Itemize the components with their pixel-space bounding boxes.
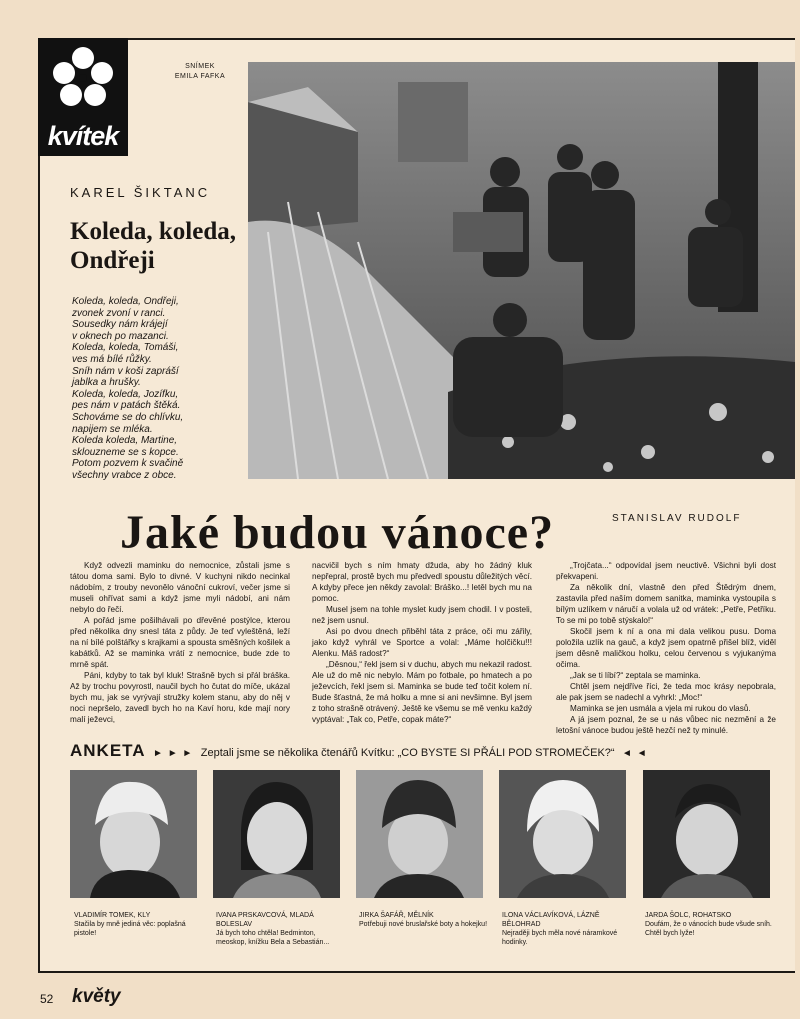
- portrait-photo: [499, 770, 626, 898]
- story1-author: KAREL ŠIKTANC: [70, 185, 211, 200]
- story2-column-1: [70, 560, 290, 725]
- anketa-response: [645, 911, 775, 938]
- paragraph: Maminka se jen usmála a vjela mi rukou do vlasů.: [570, 704, 751, 713]
- poem-line: v oknech po mazanci.: [72, 330, 169, 342]
- story2-column-3: [556, 560, 776, 736]
- kvitek-logo: [38, 38, 128, 156]
- poem: [72, 296, 248, 482]
- poem-line: všechny vrabce z obce.: [72, 469, 177, 481]
- anketa-response: [502, 911, 632, 947]
- story2-column-2: [312, 560, 532, 725]
- poem-line: sklouzneme se s kopce.: [72, 446, 179, 458]
- portrait-photo: [70, 770, 197, 898]
- anketa-header: [70, 741, 795, 761]
- arrows-left-icon: ◄ ◄: [622, 748, 648, 759]
- poem-line: Sníh nám v koši zapráší: [72, 365, 179, 377]
- paragraph: Musel jsem na tohle myslet kudy jsem chodil. I v posteli, než jsem usnul.: [312, 605, 532, 625]
- portrait-photo: [643, 770, 770, 898]
- flower-icon: [49, 42, 117, 120]
- respondent-answer: Stačila by mně jediná věc: poplašná pistole!: [74, 921, 186, 937]
- anketa-response: [74, 911, 204, 938]
- respondent-name: VLADIMÍR TOMEK, KLY: [74, 912, 151, 919]
- poem-line: Potom pozvem k svačině: [72, 458, 184, 470]
- logo-wordmark: kvítek: [47, 121, 119, 151]
- story2-author: STANISLAV RUDOLF: [612, 513, 742, 524]
- paragraph: „Jak se ti líbí?“ zeptala se maminka.: [570, 671, 701, 680]
- anketa-response: [359, 911, 489, 929]
- photo-credit: SNÍMEK EMILA FAFKA: [174, 63, 226, 80]
- poem-line: napijem se mléka.: [72, 423, 153, 435]
- poem-line: Schováme se do chlívku,: [72, 411, 184, 423]
- paragraph: A já jsem poznal, že se u nás vůbec nic nezmění a že letošní vánoce budou ještě hezčí než ty minulé.: [556, 715, 776, 735]
- respondent-name: IVANA PRSKAVCOVÁ, MLADÁ BOLESLAV: [216, 912, 314, 928]
- arrows-right-icon: ► ► ►: [153, 748, 194, 759]
- story1-title: Koleda, koleda, Ondřeji: [70, 218, 236, 274]
- portrait-photo: [356, 770, 483, 898]
- poem-line: Koleda, koleda, Ondřeji,: [72, 296, 179, 307]
- paragraph: Za několik dní, vlastně den před Štědrým dnem, zastavila před naším domem sanitka, maminka vystoupila s bílým uzlíkem v náručí a volala už od vrátek: „Petře, Petříku. To se mi po tobě stýskalo!“: [556, 583, 776, 625]
- paragraph: Skočil jsem k ní a ona mi dala velikou pusu. Doma položila uzlík na gauč, a když jsem opatrně přišel blíž, viděl jsem děsně maličkou holku, celou červenou s vyjukanýma očima.: [556, 627, 776, 669]
- respondent-answer: Nejraději bych měla nové náramkové hodinky.: [502, 930, 618, 946]
- magazine-name: květy: [72, 986, 121, 1007]
- paragraph: „Děsnou,“ řekl jsem si v duchu, abych mu nekazil radost. Ale už do mě nic nebylo. Mám po fotbale, po hmatech a po ježevcích, řekl jsem si. Maminka se bude teď točit kolem ní. Bude šťastná, že má holku a mne si ani nevšimne. Byl jsem z toho strašně otrávený. Ještě ke všemu se mě venku každý vyptával: „Tak co, Petře, copak máte?“: [312, 660, 532, 724]
- poem-line: Koleda, koleda, Tomáši,: [72, 342, 179, 354]
- respondent-name: JIRKA ŠAFÁŘ, MĚLNÍK: [359, 912, 434, 919]
- paragraph: Když odvezli maminku do nemocnice, zůstali jsme s tátou doma sami. Bylo to divné. V kuchyni nikdo necinkal nádobím, z trouby nevonělo vánoční cukroví, večer jsme si museli ohřívat sami a když jsme myli nádobí, ani nám nebylo do řečí.: [70, 561, 290, 614]
- portrait-photo: [213, 770, 340, 898]
- poem-line: zvonek zvoní v ranci.: [72, 307, 166, 319]
- paragraph: „Trojčata...“ odpovídal jsem neuctivě. Všichni byli dost překvapeni.: [556, 561, 776, 581]
- poem-line: Sousedky nám krájejí: [72, 319, 168, 331]
- paragraph: nacvičil bych s ním hmaty džuda, aby ho žádný kluk nepřepral, prostě bych mu předvedl spoustu důležitých věcí. A kdyby přece jen někdy zavolal: Bráško...! letěl bych mu na pomoc.: [312, 561, 532, 603]
- paragraph: Asi po dvou dnech přiběhl táta z práce, oči mu zářily, jako když vyhrál ve Sportce a volal: „Máme holčičku!!! Alenku. Máš radost?“: [312, 627, 532, 658]
- poem-line: jablka a hrušky.: [72, 377, 141, 389]
- respondent-answer: Doufám, že o vánocích bude všude sníh. Chtěl bych lyže!: [645, 921, 772, 937]
- respondent-answer: Já bych toho chtěla! Bedminton, meoskop, knížku Bela a Sebastián...: [216, 930, 330, 946]
- paragraph: A pořád jsme pošilhávali po dřevěné postýlce, kterou před několika dny snesl táta z půdy. Je teď vyleštěná, leží na ní bílé polštářky s krajkami a spousta směšných košilek a kabátků. Až se maminka vrátí z nemocnice, bude zde to mrně spát.: [70, 616, 290, 669]
- poem-line: ves má bílé růžky.: [72, 353, 152, 365]
- poem-line: Koleda, koleda, Jozífku,: [72, 388, 179, 400]
- respondent-answer: Potřebuji nové bruslařské boty a hokejku!: [359, 921, 488, 928]
- anketa-label: ANKETA: [70, 741, 146, 760]
- respondent-name: ILONA VÁCLAVÍKOVÁ, LÁZNĚ BĚLOHRAD: [502, 912, 600, 928]
- anketa-response: [216, 911, 346, 947]
- story2-headline: Jaké budou vánoce?: [120, 506, 555, 559]
- paragraph: Chtěl jsem nejdříve říci, že teda moc krásy nepobrala, ale pak jsem se nadechl a vyhrkl: „Moc!“: [556, 682, 776, 702]
- respondent-name: JARDA ŠOLC, ROHATSKO: [645, 912, 732, 919]
- paragraph: Páni, kdyby to tak byl kluk! Strašně bych si přál bráška. Až by trochu povyrostl, naučil bych ho čutat do míče, ukázal bych mu, jak se vyrývají stružky kolem stanu, aby do něj v noci nepršelo, zavedl bych ho na Kaví horu, kde mají nory malí ježevci,: [70, 671, 290, 724]
- main-photo-children-snowball: [248, 62, 795, 479]
- poem-line: Koleda koleda, Martine,: [72, 435, 178, 447]
- anketa-question: Zeptali jsme se několika čtenářů Kvítku: „CO BYSTE SI PŘÁLI POD STROMEČEK?“: [200, 747, 615, 759]
- poem-line: pes nám v patách štěká.: [72, 400, 181, 412]
- page-number: 52: [40, 992, 54, 1006]
